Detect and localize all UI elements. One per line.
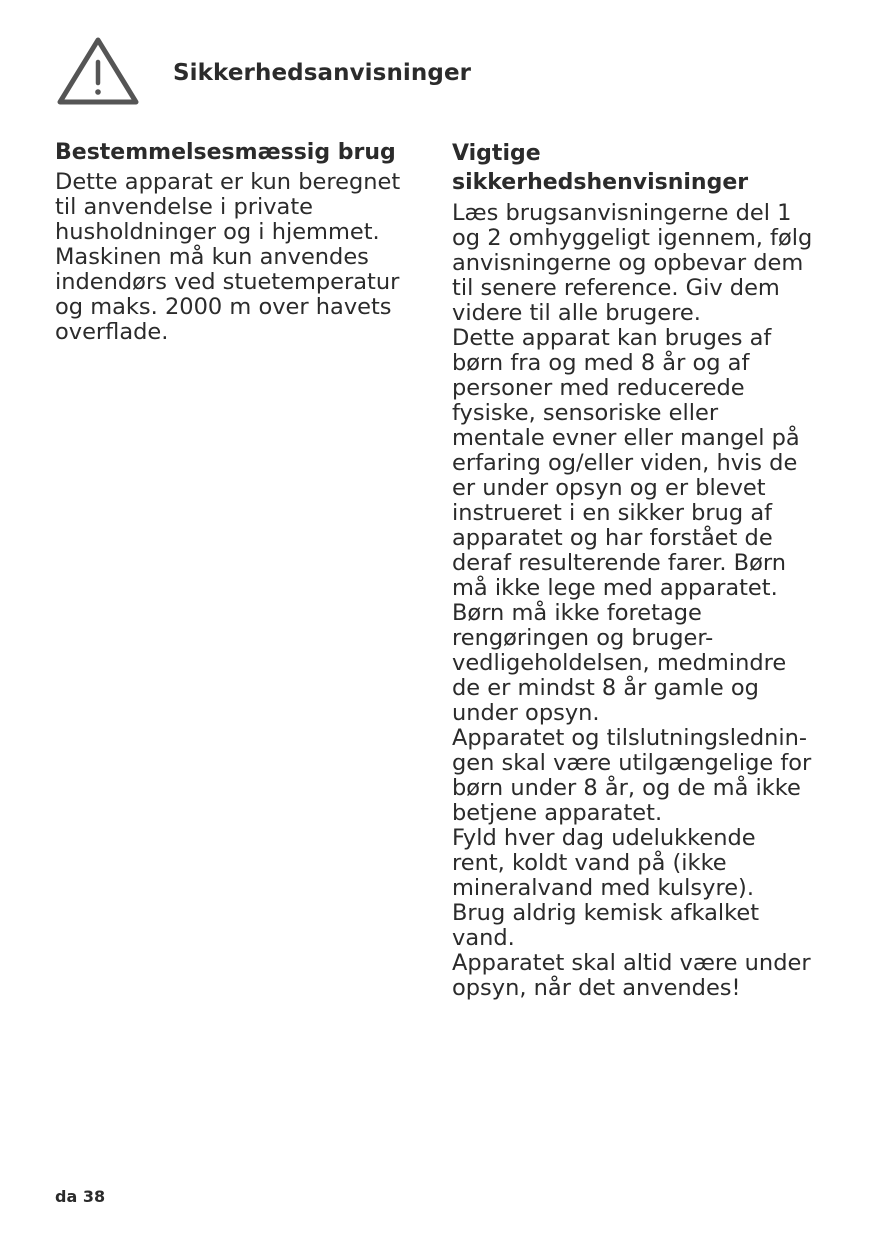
text-line: erfaring og/eller viden, hvis de [452,450,798,476]
text-line: personer med reducerede [452,375,745,401]
text-line: mineralvand med kulsyre). [452,875,754,901]
text-line: mentale evner eller mangel på [452,425,800,451]
text-line: instrueret i en sikker brug af [452,500,773,526]
text-line: rent, koldt vand på (ikke [452,850,727,876]
safety-instructions-section [452,139,837,1001]
text-line: rengøringen og bruger- [452,625,714,651]
text-line: apparatet og har forstået de [452,525,773,551]
intended-use-section [55,139,425,345]
page-number: da 38 [55,1187,106,1206]
text-line: under opsyn. [452,700,600,726]
text-line: anvisningerne og opbevar dem [452,250,804,276]
text-line: deraf resulterende farer. Børn [452,550,786,576]
intended-use-heading: Bestemmelsesmæssig brug [55,140,396,165]
text-line: indendørs ved stuetemperatur [55,269,400,295]
text-line: gen skal være utilgængelige for [452,750,812,776]
heading-line: sikkerhedshenvisninger [452,170,749,195]
warning-triangle-icon [56,36,140,106]
text-line: opsyn, når det anvendes! [452,975,741,1001]
text-line: overflade. [55,319,169,345]
text-line: og maks. 2000 m over havets [55,294,392,320]
text-line: fysiske, sensoriske eller [452,400,719,426]
power-cord-paragraph [452,726,837,826]
children-usage-paragraph [452,326,837,726]
text-line: Børn må ikke foretage [452,600,702,626]
text-line: børn under 8 år, og de må ikke [452,775,801,801]
text-line: til senere reference. Giv dem [452,275,780,301]
text-line: vedligeholdelsen, medmindre [452,650,787,676]
text-line: må ikke lege med apparatet. [452,575,778,601]
text-line: er under opsyn og er blevet [452,475,766,501]
supervision-paragraph [452,951,837,1001]
text-line: Dette apparat er kun beregnet [55,169,401,195]
text-line: Apparatet og tilslutningslednin- [452,725,808,751]
intended-use-paragraph [55,170,425,345]
text-line: vand. [452,925,515,951]
text-line: og 2 omhyggeligt igennem, følg [452,225,813,251]
water-paragraph [452,826,837,951]
text-line: videre til alle brugere. [452,300,701,326]
reading-instructions-paragraph [452,201,837,326]
text-line: Maskinen må kun anvendes [55,244,369,270]
text-line: Fyld hver dag udelukkende [452,825,756,851]
text-line: børn fra og med 8 år og af [452,350,750,376]
text-line: de er mindst 8 år gamle og [452,675,759,701]
text-line: betjene apparatet. [452,800,663,826]
heading-line: Vigtige [452,141,541,166]
safety-instructions-heading [452,139,837,197]
text-line: husholdninger og i hjemmet. [55,219,380,245]
text-line: Apparatet skal altid være under [452,950,811,976]
section-title: Sikkerhedsanvisninger [173,60,472,86]
text-line: Brug aldrig kemisk afkalket [452,900,760,926]
text-line: til anvendelse i private [55,194,313,220]
text-line: Læs brugsanvisningerne del 1 [452,200,792,226]
text-line: Dette apparat kan bruges af [452,325,772,351]
